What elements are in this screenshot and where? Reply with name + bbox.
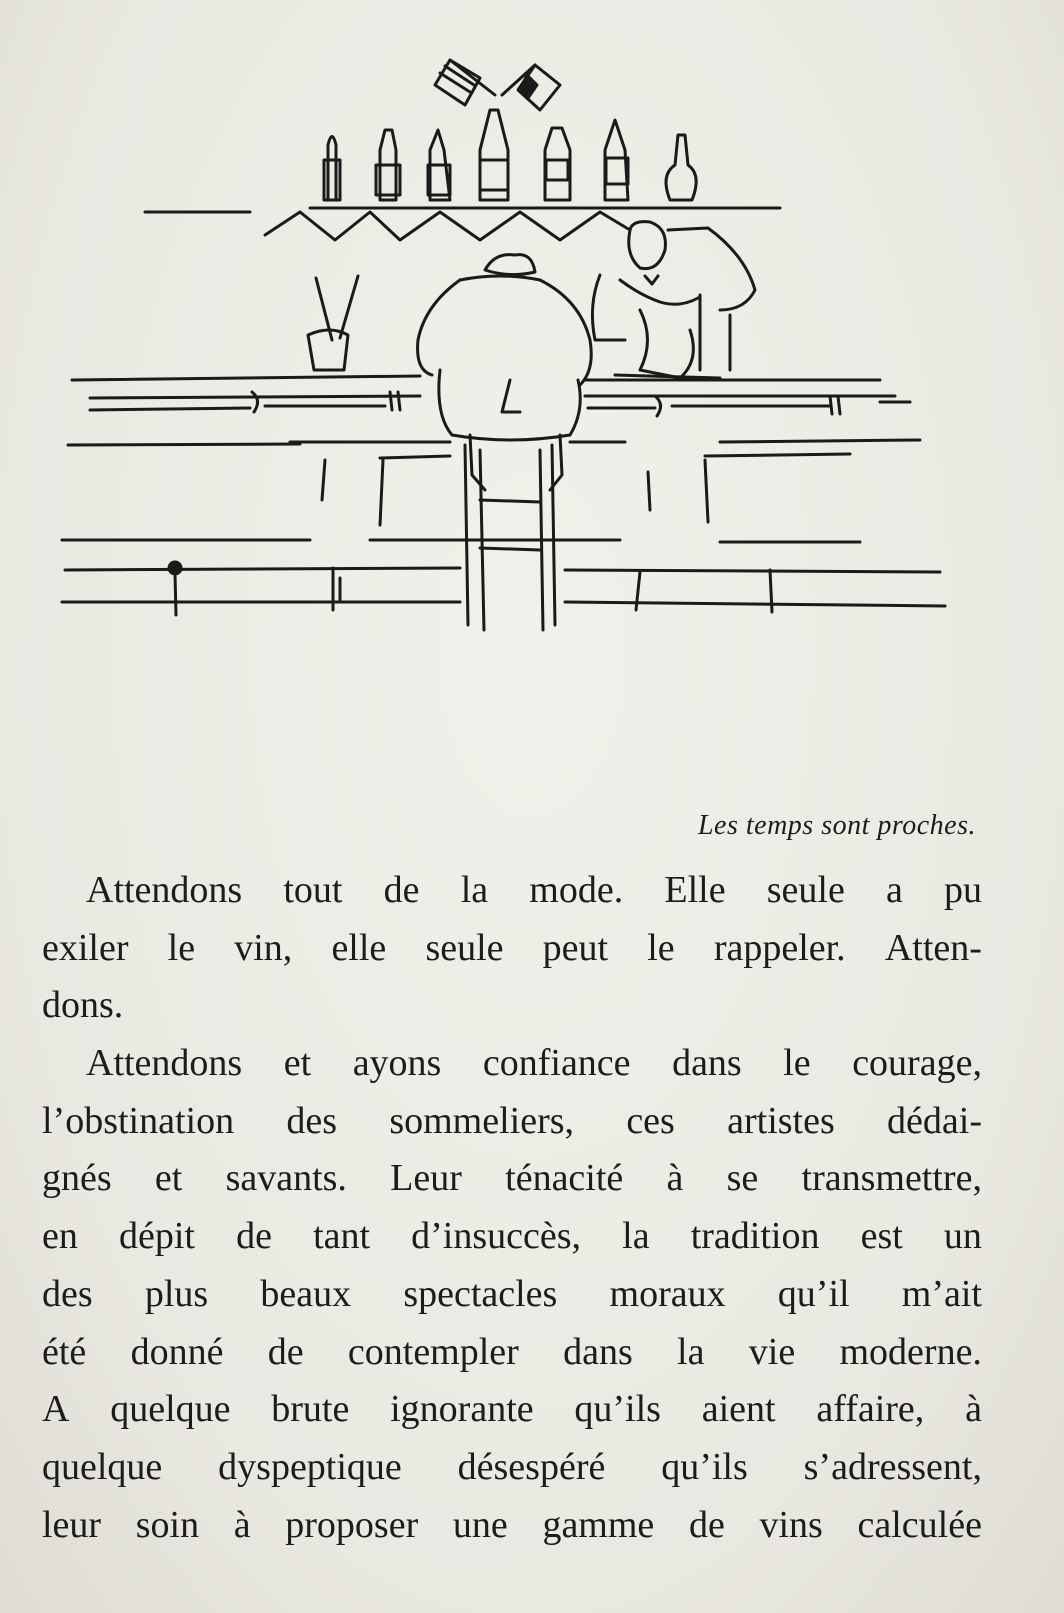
word: ténacité [505, 1157, 624, 1200]
word: d’insuccès, [411, 1215, 582, 1258]
word: et [283, 1042, 312, 1085]
bottles [324, 110, 696, 200]
word: calculée [857, 1503, 982, 1546]
text-line: dons. [42, 984, 124, 1027]
word: dépit [118, 1215, 195, 1258]
word: et [154, 1157, 183, 1200]
word: dédai- [887, 1099, 982, 1142]
word: peut [542, 926, 609, 969]
word: de [236, 1215, 272, 1258]
word: qu’il [777, 1272, 850, 1315]
bar-counter [68, 376, 920, 525]
word: désespéré [457, 1445, 606, 1488]
word: m’ait [901, 1272, 982, 1315]
word: qu’ils [661, 1445, 748, 1488]
text-line [42, 1150, 982, 1208]
word: Atten- [884, 926, 982, 969]
word: affaire, [816, 1388, 925, 1431]
text-line [42, 1093, 982, 1151]
word: à [965, 1388, 982, 1431]
word: des [42, 1272, 93, 1315]
word: dans [672, 1042, 742, 1085]
text-line [42, 1324, 982, 1382]
word: la [677, 1330, 705, 1373]
text-line [42, 1497, 982, 1555]
word: tout [283, 869, 343, 911]
word: été [42, 1330, 87, 1373]
word: savants. [225, 1157, 347, 1200]
word: proposer [285, 1503, 419, 1546]
word: qu’ils [574, 1388, 661, 1431]
word: quelque [110, 1388, 231, 1431]
word: confiance [482, 1042, 631, 1085]
bartender [592, 222, 755, 378]
word: ces [626, 1099, 675, 1142]
word: exiler [42, 926, 129, 969]
word: gamme [542, 1503, 655, 1546]
word: ignorante [390, 1388, 534, 1431]
word: Attendons [86, 869, 243, 911]
word: en [42, 1215, 78, 1258]
word: de [688, 1503, 725, 1546]
word: aient [701, 1388, 776, 1431]
word: rappeler. [713, 926, 846, 969]
word: s’adressent, [803, 1445, 982, 1488]
word: seule [766, 869, 845, 911]
word: se [726, 1157, 759, 1200]
shelf [145, 208, 780, 240]
word: à [666, 1157, 684, 1200]
flags [435, 60, 560, 110]
word: de [383, 869, 420, 911]
word: de [267, 1330, 304, 1373]
word: une [452, 1503, 508, 1546]
word: sommeliers, [389, 1099, 575, 1142]
word: le [783, 1042, 811, 1085]
bar-stool [465, 445, 555, 630]
word: A [42, 1388, 70, 1431]
word: transmettre, [801, 1157, 982, 1200]
word: quelque [42, 1445, 163, 1488]
word: la [622, 1215, 650, 1258]
word: a [885, 869, 903, 911]
word: brute [271, 1388, 350, 1431]
text-line [42, 862, 982, 920]
text-line [42, 1266, 982, 1324]
word: pu [944, 869, 982, 911]
foot-rail [62, 540, 945, 615]
word: moraux [609, 1272, 726, 1315]
word: soin [135, 1503, 200, 1546]
word: artistes [727, 1099, 835, 1142]
word: le [647, 926, 675, 969]
word: dans [563, 1330, 633, 1373]
word: vin, [234, 926, 293, 969]
text-line [42, 1439, 982, 1497]
word: gnés [42, 1157, 112, 1200]
glass-with-straws [308, 276, 358, 370]
text-line [42, 920, 982, 978]
word: ayons [352, 1042, 442, 1085]
word: moderne. [839, 1330, 982, 1373]
illustration-caption: Les temps sont proches. [697, 810, 976, 841]
text-line [42, 1381, 982, 1439]
text-line [42, 1035, 982, 1093]
word: la [460, 869, 489, 911]
text-line [42, 1208, 982, 1266]
word: l’obstination [42, 1099, 235, 1142]
word: un [943, 1215, 982, 1258]
word: vie [748, 1330, 796, 1373]
word: contempler [347, 1330, 519, 1373]
bar-scene-illustration [40, 40, 1000, 660]
word: donné [130, 1330, 224, 1373]
body-text [42, 862, 982, 1554]
word: spectacles [403, 1272, 558, 1315]
word: le [167, 926, 196, 969]
word: tradition [690, 1215, 820, 1258]
word: elle [331, 926, 387, 969]
word: leur [42, 1503, 102, 1546]
word: vins [759, 1503, 823, 1546]
word: est [860, 1215, 903, 1258]
word: des [286, 1099, 338, 1142]
word: seule [425, 926, 504, 969]
word: plus [144, 1272, 209, 1315]
word: beaux [260, 1272, 352, 1315]
word: à [233, 1503, 251, 1546]
word: dyspeptique [218, 1445, 402, 1488]
word: courage, [852, 1042, 982, 1085]
word: mode. [529, 869, 624, 911]
word: tant [313, 1215, 371, 1258]
word: Leur [390, 1157, 462, 1200]
word: Attendons [86, 1042, 243, 1085]
word: Elle [664, 869, 726, 911]
